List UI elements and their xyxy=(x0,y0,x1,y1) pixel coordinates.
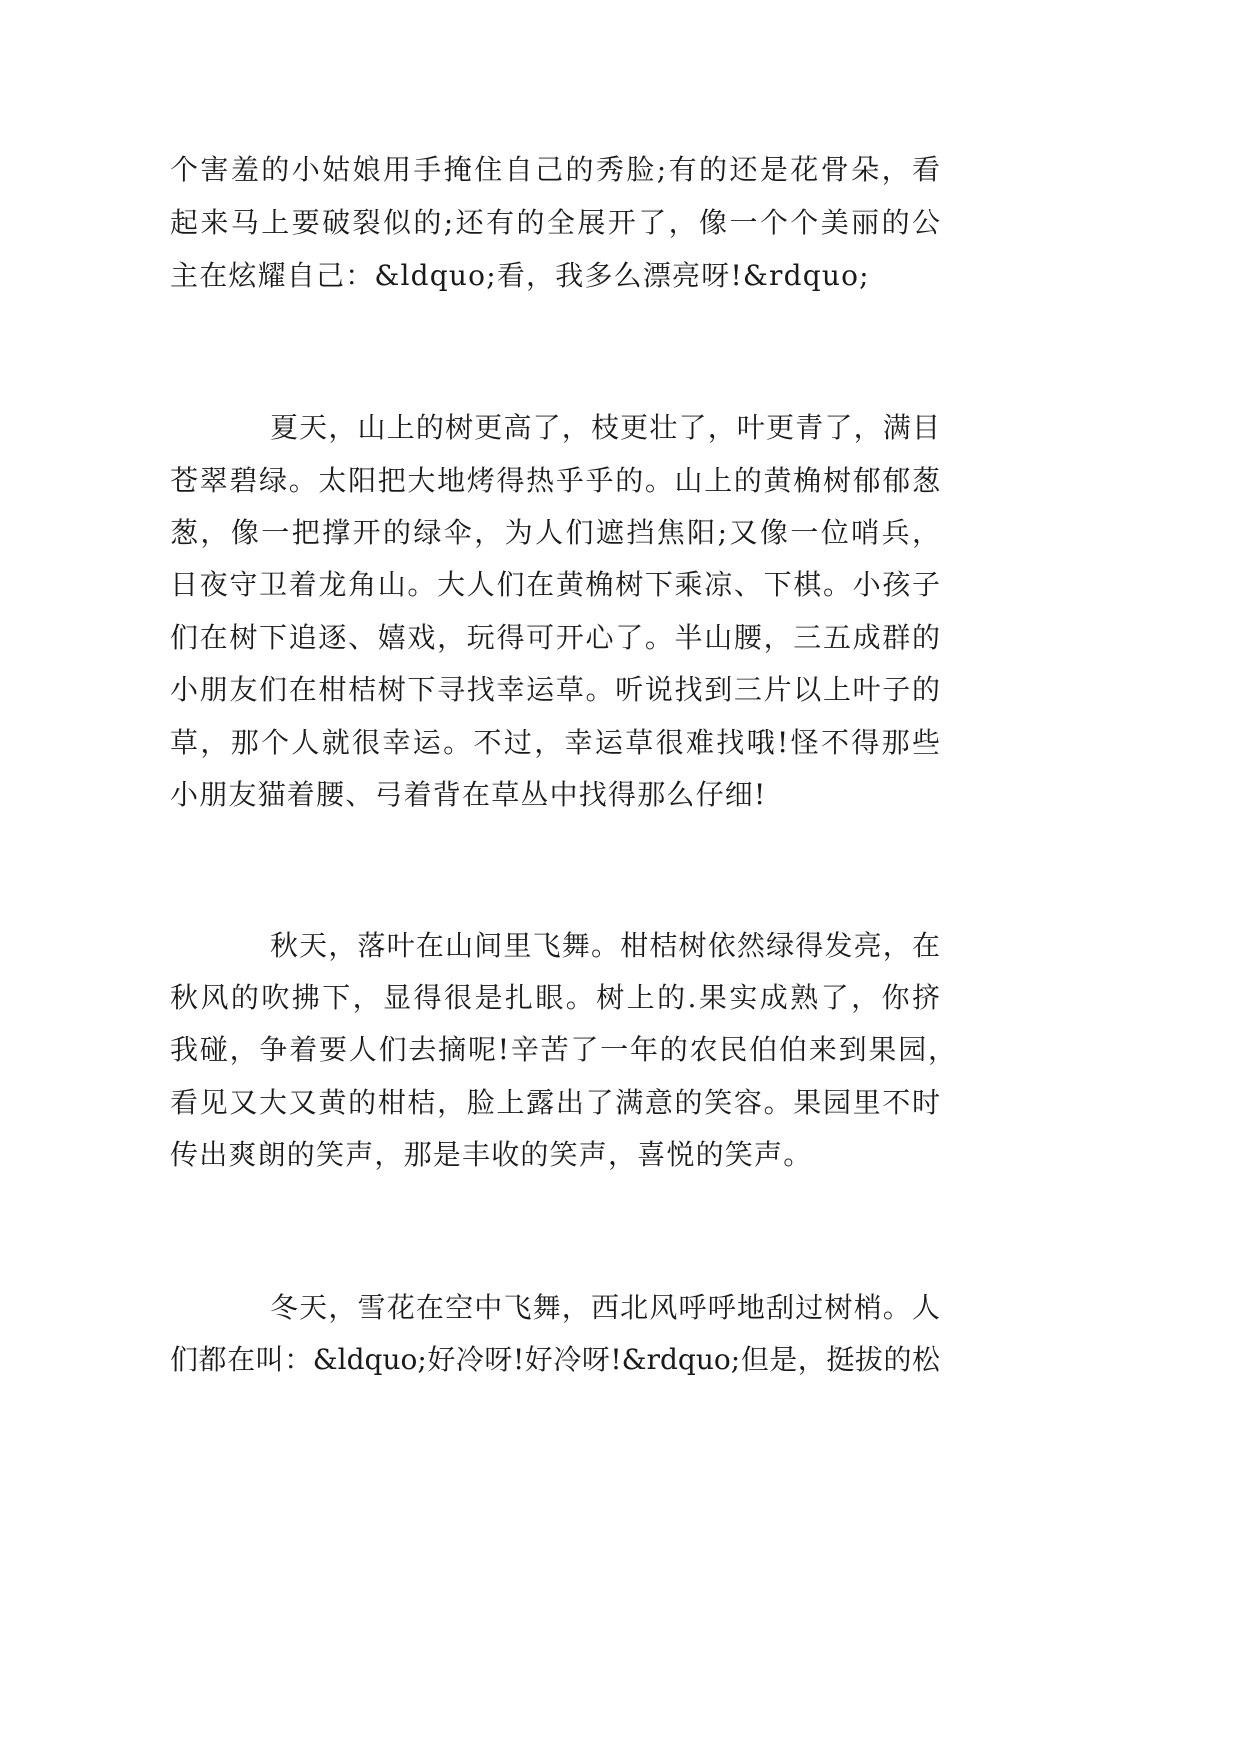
text-line: 秋风的吹拂下，显得很是扎眼。树上的.果实成熟了，你挤 xyxy=(170,981,940,1014)
text-line: 个害羞的小姑娘用手掩住自己的秀脸;有的还是花骨朵，看 xyxy=(170,153,940,186)
text-line: 苍翠碧绿。太阳把大地烤得热乎乎的。山上的黄桷树郁郁葱 xyxy=(170,464,940,497)
text-line: 们在树下追逐、嬉戏，玩得可开心了。半山腰，三五成群的 xyxy=(170,621,940,654)
text-line: 我碰，争着要人们去摘呢!辛苦了一年的农民伯伯来到果园， xyxy=(170,1033,956,1066)
text-line: 夏天，山上的树更高了，枝更壮了，叶更青了，满目 xyxy=(270,411,940,444)
text-line: 传出爽朗的笑声，那是丰收的笑声，喜悦的笑声。 xyxy=(170,1138,813,1171)
text-line: 小朋友猫着腰、弓着背在草丛中找得那么仔细! xyxy=(170,778,767,811)
text-line: 冬天，雪花在空中飞舞，西北风呼呼地刮过树梢。人 xyxy=(270,1291,940,1324)
text-line: 起来马上要破裂似的;还有的全展开了，像一个个美丽的公 xyxy=(170,206,940,239)
text-line: 们都在叫：&ldquo;好冷呀!好冷呀!&rdquo;但是，挺拔的松 xyxy=(170,1343,940,1376)
text-line: 看见又大又黄的柑桔，脸上露出了满意的笑容。果园里不时 xyxy=(170,1086,940,1119)
text-line: 草，那个人就很幸运。不过，幸运草很难找哦!怪不得那些 xyxy=(170,726,940,759)
text-line: 葱，像一把撑开的绿伞，为人们遮挡焦阳;又像一位哨兵， xyxy=(170,516,940,549)
text-line: 小朋友们在柑桔树下寻找幸运草。听说找到三片以上叶子的 xyxy=(170,673,940,706)
text-line: 秋天，落叶在山间里飞舞。柑桔树依然绿得发亮，在 xyxy=(270,929,940,962)
text-line: 主在炫耀自己：&ldquo;看，我多么漂亮呀!&rdquo; xyxy=(170,259,870,292)
text-line: 日夜守卫着龙角山。大人们在黄桷树下乘凉、下棋。小孩子 xyxy=(170,568,940,601)
